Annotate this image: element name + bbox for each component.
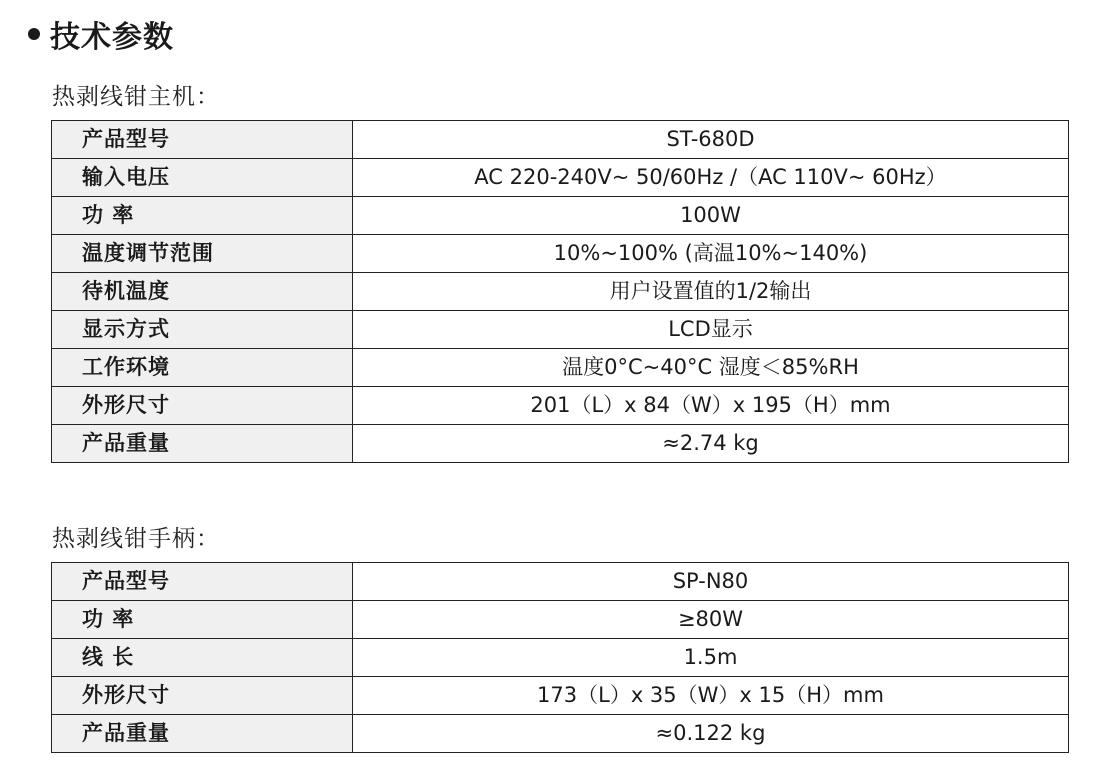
spec-value: ≈0.122 kg [353, 715, 1069, 753]
spec-label: 外形尺寸 [52, 387, 353, 425]
spec-label: 产品重量 [52, 425, 353, 463]
table-row [52, 273, 1069, 311]
spec-label: 温度调节范围 [52, 235, 353, 273]
spec-value: ≈2.74 kg [353, 425, 1069, 463]
table-row [52, 197, 1069, 235]
spec-label: 显示方式 [52, 311, 353, 349]
table-row [52, 121, 1069, 159]
bullet-dot-icon [28, 28, 40, 40]
table-row [52, 563, 1069, 601]
spec-value: 100W [353, 197, 1069, 235]
spec-value: 10%~100% (高温10%~140%) [353, 235, 1069, 273]
table-row [52, 715, 1069, 753]
spec-value: 温度0°C~40°C 湿度＜85%RH [353, 349, 1069, 387]
table-row [52, 425, 1069, 463]
table-row [52, 677, 1069, 715]
table-row [52, 387, 1069, 425]
section-heading [28, 12, 174, 56]
table-row [52, 639, 1069, 677]
spec-label: 功 率 [52, 601, 353, 639]
handle-table-body [52, 563, 1069, 753]
spec-value: 173（L）x 35（W）x 15（H）mm [353, 677, 1069, 715]
spec-label: 产品重量 [52, 715, 353, 753]
table-row [52, 601, 1069, 639]
spec-label: 功 率 [52, 197, 353, 235]
table-row [52, 235, 1069, 273]
spec-value: SP-N80 [353, 563, 1069, 601]
section-title: 技术参数 [50, 20, 174, 55]
handle-spec-table [51, 562, 1069, 753]
spec-value: ≥80W [353, 601, 1069, 639]
spec-label: 输入电压 [52, 159, 353, 197]
table-row [52, 349, 1069, 387]
spec-value: AC 220-240V~ 50/60Hz /（AC 110V~ 60Hz） [353, 159, 1069, 197]
spec-label: 线 长 [52, 639, 353, 677]
spec-label: 外形尺寸 [52, 677, 353, 715]
spec-value: 用户设置值的1/2输出 [353, 273, 1069, 311]
spec-value: ST-680D [353, 121, 1069, 159]
main-unit-spec-table [51, 120, 1069, 463]
main-unit-subtitle: 热剥线钳主机： [52, 84, 220, 110]
table-row [52, 311, 1069, 349]
spec-value: 1.5m [353, 639, 1069, 677]
spec-label: 产品型号 [52, 121, 353, 159]
table-row [52, 159, 1069, 197]
spec-label: 产品型号 [52, 563, 353, 601]
spec-label: 工作环境 [52, 349, 353, 387]
handle-subtitle: 热剥线钳手柄： [52, 526, 220, 552]
main-unit-table-body [52, 121, 1069, 463]
spec-value: 201（L）x 84（W）x 195（H）mm [353, 387, 1069, 425]
spec-label: 待机温度 [52, 273, 353, 311]
spec-value: LCD显示 [353, 311, 1069, 349]
